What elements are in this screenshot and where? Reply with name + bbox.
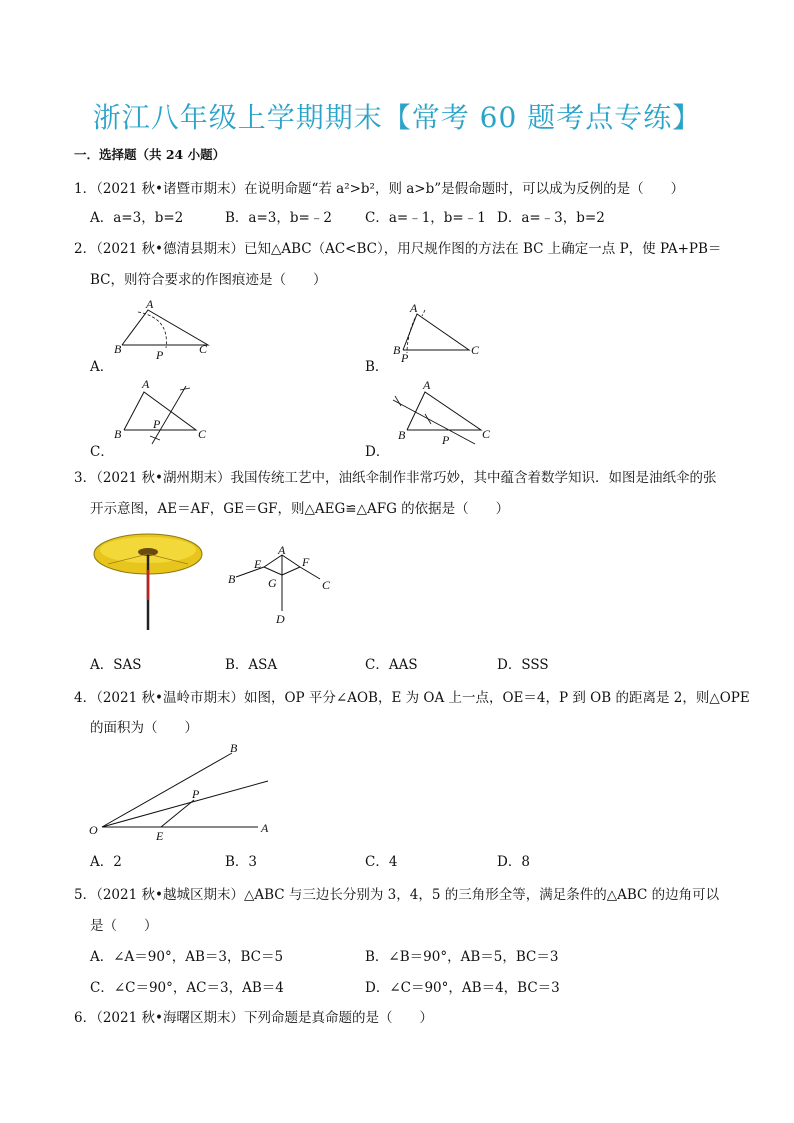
question-2-line1: 2．（2021 秋•德清县期末）已知△ABC（AC<BC），用尺规作图的方法在 BC 上确定一点 P，使 PA+PB＝ — [74, 241, 722, 257]
label-a: A — [142, 377, 150, 391]
q2-figure-b — [385, 298, 495, 362]
q2-figure-c — [110, 376, 220, 446]
label-c: C — [482, 427, 491, 441]
q5-option-d: D．∠C＝90°，AB＝4，BC＝3 — [365, 980, 560, 996]
q2-option-a: A． — [90, 359, 114, 375]
question-3-line1: 3．（2021 秋•湖州期末）我国传统工艺中，油纸伞制作非常巧妙，其中蕴含着数学知识．如图是油纸伞的张 — [74, 470, 717, 486]
label-a: A — [278, 545, 286, 557]
label-c: C — [199, 342, 208, 356]
label-p: P — [401, 351, 409, 362]
q3-option-b: B．ASA — [225, 657, 278, 673]
q2-option-b: B． — [365, 359, 389, 375]
page-title: 浙江八年级上学期期末【常考 60 题考点专练】 — [92, 101, 702, 134]
label-b: B — [398, 428, 406, 442]
q4-option-a: A．2 — [90, 854, 122, 870]
question-5-line1: 5．（2021 秋•越城区期末）△ABC 与三边长分别为 3，4，5 的三角形全等，满足条件的△ABC 的边角可以 — [74, 887, 720, 903]
q4-diagram — [86, 738, 286, 842]
q4-option-c: C．4 — [365, 854, 398, 870]
section-heading: 一．选择题（共 24 小题） — [74, 147, 226, 162]
label-b: B — [393, 343, 401, 357]
label-e: E — [156, 829, 164, 842]
question-5-line2: 是（ ） — [90, 918, 158, 934]
label-c: C — [198, 427, 207, 441]
label-c: C — [471, 343, 480, 357]
question-2-line2: BC，则符合要求的作图痕迹是（ ） — [90, 272, 327, 288]
label-a: A — [146, 298, 154, 311]
question-3-line2: 开示意图，AE＝AF，GE＝GF，则△AEG≌△AFG 的依据是（ ） — [90, 501, 510, 517]
q2-figure-d — [385, 376, 495, 452]
question-4-line2: 的面积为（ ） — [90, 720, 198, 736]
label-o: O — [89, 823, 98, 837]
label-f: F — [302, 555, 310, 569]
q2-figure-a — [110, 298, 220, 362]
q3-diagram — [222, 545, 342, 627]
question-4-line1: 4．（2021 秋•温岭市期末）如图，OP 平分∠AOB，E 为 OA 上一点，OE＝4，P 到 OB 的距离是 2，则△OPE — [74, 690, 750, 706]
q3-option-c: C．AAS — [365, 657, 418, 673]
label-a: A — [261, 821, 269, 835]
label-g: G — [268, 576, 277, 590]
q2-option-d: D． — [365, 444, 390, 460]
q4-option-d: D．8 — [497, 854, 530, 870]
label-p: P — [156, 348, 164, 362]
q5-option-a: A．∠A＝90°，AB＝3，BC＝5 — [90, 949, 284, 965]
umbrella-photo — [90, 530, 210, 634]
label-b: B — [230, 741, 238, 755]
q3-option-a: A．SAS — [90, 657, 142, 673]
label-a: A — [410, 301, 418, 315]
label-p: P — [442, 433, 450, 447]
question-1-text: 1．（2021 秋•诸暨市期末）在说明命题“若 a²>b²，则 a>b”是假命题时，可以成为反例的是（ ） — [74, 181, 685, 197]
q5-option-b: B．∠B＝90°，AB＝5，BC＝3 — [365, 949, 559, 965]
label-b: B — [114, 427, 122, 441]
label-p: P — [192, 787, 200, 801]
question-6-text: 6．（2021 秋•海曙区期末）下列命题是真命题的是（ ） — [74, 1010, 433, 1026]
q4-option-b: B．3 — [225, 854, 258, 870]
q1-option-a: A．a=3，b=2 — [90, 210, 184, 226]
label-e: E — [254, 557, 262, 571]
q5-option-c: C．∠C＝90°，AC＝3，AB＝4 — [90, 980, 284, 996]
q1-option-b: B．a=3，b=﹣2 — [225, 210, 332, 226]
label-d: D — [276, 612, 285, 626]
label-a: A — [423, 378, 431, 392]
label-b: B — [114, 342, 122, 356]
q3-option-d: D．SSS — [497, 657, 549, 673]
label-p: P — [153, 417, 161, 431]
q2-option-c: C． — [90, 444, 114, 460]
q1-option-c: C．a=﹣1，b=﹣1 — [365, 210, 486, 226]
q1-option-d: D．a=﹣3，b=2 — [497, 210, 605, 226]
label-c: C — [322, 578, 331, 592]
label-b: B — [228, 572, 236, 586]
